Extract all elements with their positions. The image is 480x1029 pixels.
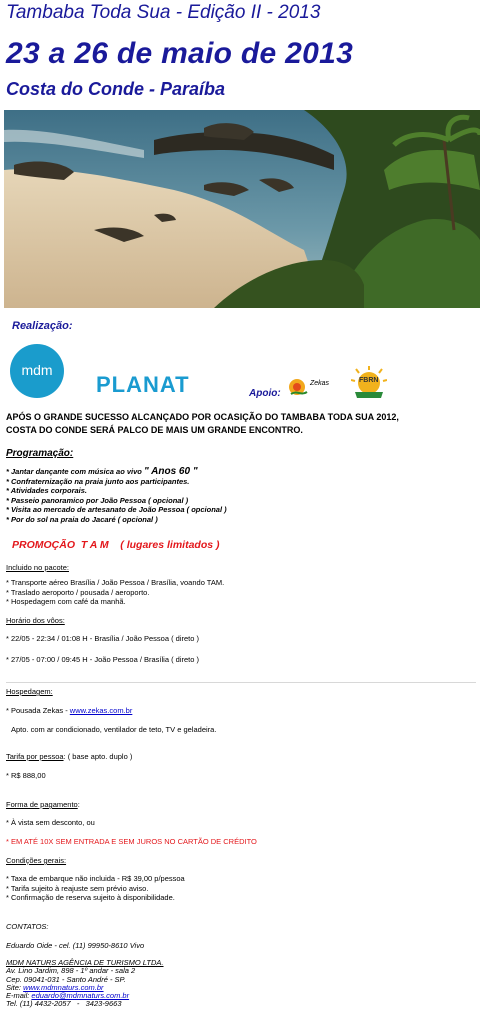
pacote-item: * Transporte aéreo Brasília / João Pessoa / Brasília, voando TAM.: [6, 578, 225, 587]
condicoes-title: Condições gerais:: [6, 856, 67, 865]
intro-text: APÓS O GRANDE SUCESSO ALCANÇADO POR OCASIÇÃO DO TAMBABA TODA SUA 2012, COSTA DO CONDE SERÁ PALCO DE MAIS UM GRANDE ENCONTRO.: [6, 412, 399, 435]
event-location: Costa do Conde - Paraíba: [6, 79, 226, 99]
programacao-list: [6, 467, 227, 524]
planat-logo: PLANAT: [96, 372, 190, 397]
pagamento-title: Forma de pagamento:: [6, 800, 80, 809]
programacao-item: * Jantar dançante com música ao vivo " Anos 60 ": [6, 466, 198, 477]
hospedagem-title: Hospedagem:: [6, 687, 53, 696]
pousada-line: * Pousada Zekas - www.zekas.com.br: [6, 706, 133, 715]
zekas-logo: Zekas: [287, 376, 343, 398]
address-line: Av. Lino Jardim, 898 - 1º andar - sala 2: [6, 966, 136, 976]
zekas-link[interactable]: www.zekas.com.br: [69, 706, 133, 715]
company-name: MDM NATURS AGÊNCIA DE TURISMO LTDA.: [6, 958, 164, 967]
pacote-item: * Traslado aeroporto / pousada / aeroporto.: [6, 587, 150, 597]
pagamento-cartao: * EM ATÉ 10X SEM ENTRADA E SEM JUROS NO CARTÃO DE CRÉDITO: [6, 837, 257, 846]
pacote-title: Incluido no pacote:: [6, 563, 69, 572]
site-link[interactable]: www.mdmnaturs.com.br: [23, 982, 104, 992]
programacao-item: * Atividades corporais.: [6, 486, 87, 495]
hospedagem-detail: Apto. com ar condicionado, ventilador de teto, TV e geladeira.: [11, 725, 217, 734]
programacao-item: * Por do sol na praia do Jacaré ( opcional ): [6, 514, 158, 524]
apoio-label: Apoio:: [249, 388, 281, 399]
email-link[interactable]: eduardo@mdmnaturs.com.br: [31, 991, 130, 1001]
address-line: Cep. 09041-031 - Santo André - SP.: [6, 974, 126, 984]
tarifa-value: * R$ 888,00: [6, 771, 46, 780]
condicoes-list: [6, 874, 185, 903]
pagamento-avista: * À vista sem desconto, ou: [6, 818, 95, 827]
flight-1: * 22/05 - 22:34 / 01:08 H - Brasília / João Pessoa ( direto ): [6, 634, 200, 643]
condicoes-item: * Tarifa sujeito à reajuste sem prévio aviso.: [6, 883, 149, 893]
flight-2: * 27/05 - 07:00 / 09:45 H - João Pessoa / Brasília ( direto ): [6, 655, 200, 664]
divider: [6, 682, 476, 683]
condicoes-item: * Confirmação de reserva sujeito à disponibilidade.: [6, 893, 175, 902]
realizacao-label: Realização:: [12, 320, 73, 332]
event-edition-title: Tambaba Toda Sua - Edição II - 2013: [6, 2, 321, 23]
pacote-item: * Hospedagem com café da manhã.: [6, 597, 126, 606]
tarifa-title: Tarifa por pessoa: ( base apto. duplo ): [6, 752, 133, 761]
voos-title: Horário dos vôos:: [6, 616, 65, 625]
pacote-list: [6, 578, 224, 607]
contatos-title: CONTATOS:: [6, 922, 49, 931]
programacao-item: * Passeio panoramico por João Pessoa ( opcional ): [6, 495, 189, 505]
contato-empresa: MDM NATURS AGÊNCIA DE TURISMO LTDA. Av. Lino Jardim, 898 - 1º andar - sala 2 Cep. 09041-031 - Santo André - SP. Site: www.mdmnaturs.com.br E-mail: eduardo@mdmnaturs.com.br Tel. (11) 4432-2057 - 3423-9663: [6, 958, 164, 1009]
programacao-item: * Confraternização na praia junto aos participantes.: [6, 476, 190, 486]
event-dates: 23 a 26 de maio de 2013: [6, 37, 354, 70]
fbrn-logo: FBRN: [351, 366, 387, 400]
contato-eduardo: Eduardo Oide - cel. (11) 99950-8610 Vivo: [6, 941, 145, 950]
condicoes-item: * Taxa de embarque não incluida - R$ 39,00 p/pessoa: [6, 874, 185, 883]
programacao-item: * Visita ao mercado de artesanato de João Pessoa ( opcional ): [6, 505, 227, 514]
programacao-title: Programação:: [6, 448, 74, 459]
mdm-logo: mdm: [10, 344, 64, 398]
beach-photo: [4, 110, 480, 308]
promocao-tam: PROMOÇÃO T A M ( lugares limitados ): [12, 539, 220, 551]
phone-line: Tel. (11) 4432-2057 - 3423-9663: [6, 999, 122, 1009]
